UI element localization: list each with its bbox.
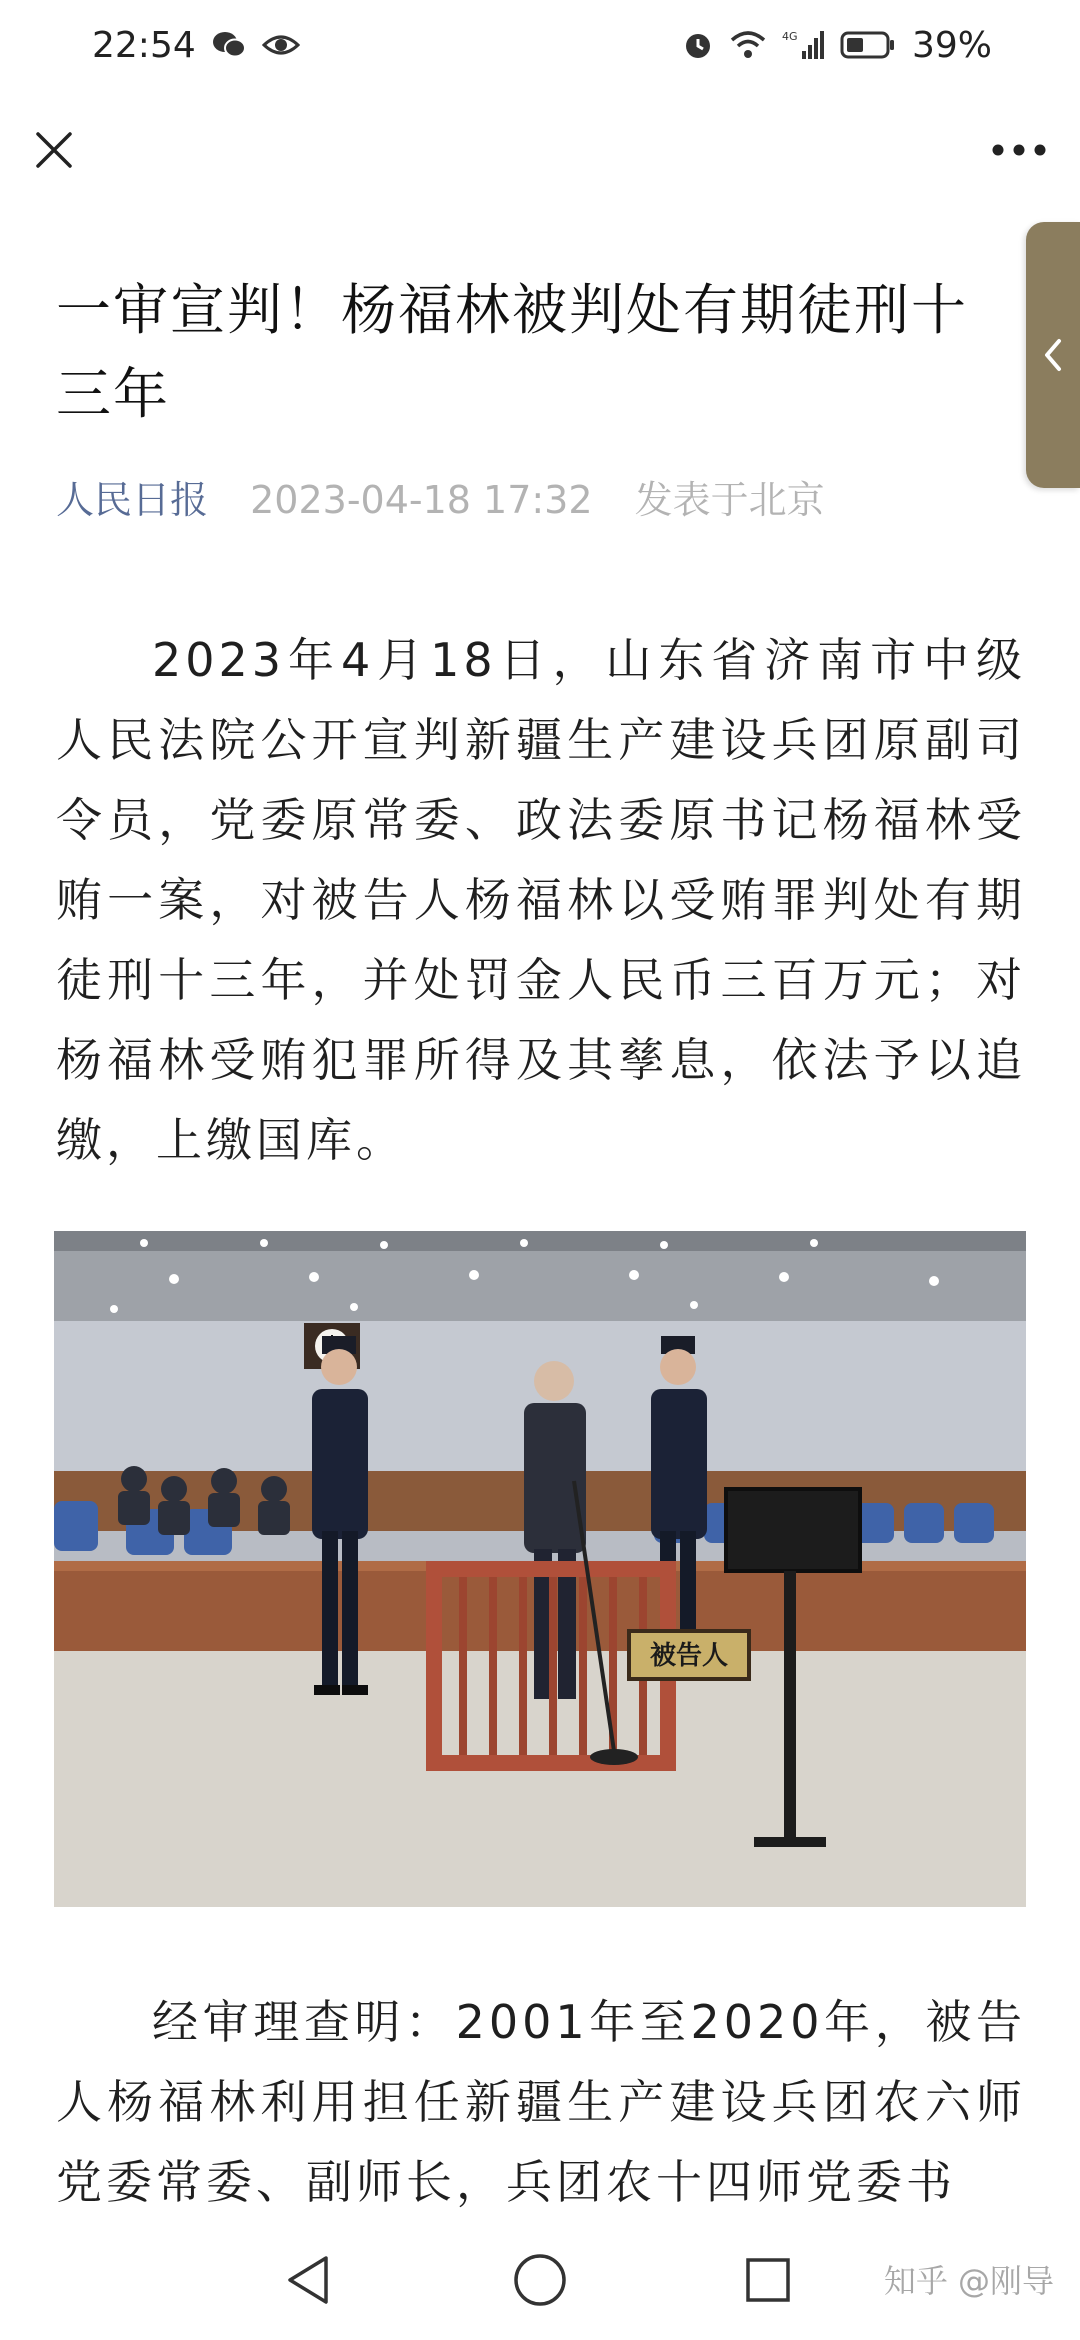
floating-side-tab[interactable]: [1026, 222, 1080, 488]
alarm-icon: [682, 29, 714, 61]
recent-square-icon: [744, 2256, 792, 2304]
close-icon: [34, 130, 74, 170]
article-source-link[interactable]: 人民日报: [56, 478, 209, 522]
status-left: [92, 25, 300, 66]
chevron-left-icon: [1041, 337, 1065, 373]
close-button[interactable]: [26, 122, 82, 178]
status-time: 22:54: [92, 24, 196, 66]
defendant-sign: 被告人: [649, 1641, 729, 1671]
status-right: [682, 25, 992, 66]
eye-icon: [262, 32, 300, 58]
nav-recent-button[interactable]: [732, 2244, 804, 2316]
network-label: 4G: [781, 30, 798, 43]
more-button[interactable]: [984, 122, 1054, 178]
article-paragraph: 2023年4月18日，山东省济南市中级人民法院公开宣判新疆生产建设兵团原副司令员，党委原常委、政法委原书记杨福林受贿一案，对被告人杨福林以受贿罪判处有期徒刑十三年，并处罚金人民币三百万元；对杨福林受贿犯罪所得及其孳息，依法予以追缴，上缴国库。: [56, 633, 1026, 1167]
article-meta: [56, 470, 1016, 530]
signal-icon: [782, 29, 824, 61]
battery-percent: 39%: [911, 24, 992, 66]
back-triangle-icon: [284, 2254, 332, 2306]
battery-icon: [840, 30, 896, 60]
article-date: 2023-04-18 17:32: [250, 478, 593, 522]
status-bar: [0, 0, 1080, 90]
watermark: 知乎 @刚导: [883, 2262, 1054, 2300]
more-dots-icon: [991, 143, 1047, 157]
nav-home-button[interactable]: [504, 2244, 576, 2316]
article-paragraph: 经审理查明：2001年至2020年，被告人杨福林利用担任新疆生产建设兵团农六师党委常委、副师长，兵团农十四师党委书: [56, 1995, 1026, 2209]
article-title: 一审宣判！杨福林被判处有期徒刑十三年: [56, 278, 969, 426]
wechat-icon: [212, 30, 246, 60]
article-location: 发表于北京: [634, 478, 825, 522]
nav-back-button[interactable]: [272, 2244, 344, 2316]
wifi-icon: [730, 30, 766, 60]
app-bar: [0, 100, 1080, 200]
courtroom-photo[interactable]: [54, 1231, 1026, 1907]
home-circle-icon: [512, 2252, 568, 2308]
